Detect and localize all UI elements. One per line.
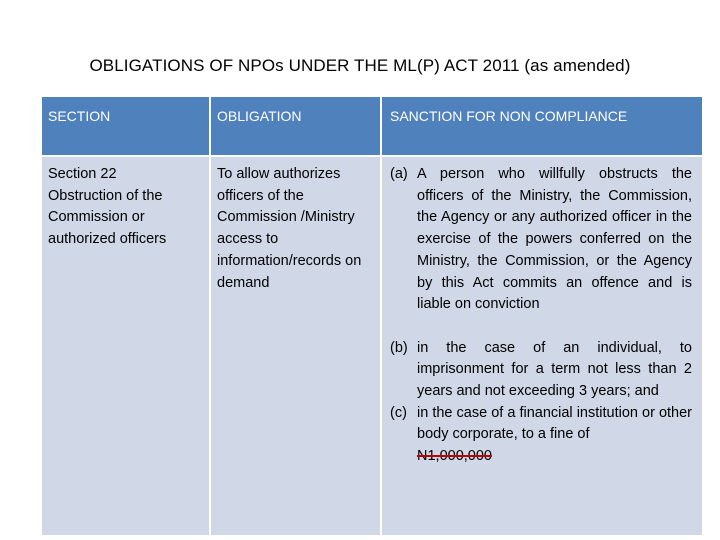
sanction-text: in the case of an individual, to imprisonment for a term not less than 2 years and not exceeding 3 years; and <box>417 339 692 400</box>
struck-fine-amount: N1,000,000 <box>417 448 492 465</box>
header-section: SECTION <box>48 108 111 124</box>
sanction-text: in the case of a financial institution or other body corporate, to a fine of <box>417 404 692 443</box>
sanction-label: (c) <box>390 404 407 421</box>
sanction-label: (b) <box>390 339 408 356</box>
sanction-item-c <box>390 403 696 468</box>
column-divider <box>209 97 211 535</box>
section-cell <box>48 164 208 251</box>
table-header <box>42 97 702 157</box>
section-title: Section 22 <box>48 166 117 182</box>
header-sanction: SANCTION FOR NON COMPLIANCE <box>390 108 628 124</box>
obligation-cell: To allow authorizes officers of the Commission /Ministry access to information/records on demand <box>217 166 362 291</box>
sanction-cell <box>390 164 696 468</box>
page-title: OBLIGATIONS OF NPOs UNDER THE ML(P) ACT 2011 (as amended) <box>89 56 631 75</box>
sanction-item-a <box>390 164 696 316</box>
header-obligation: OBLIGATION <box>217 108 302 124</box>
column-divider <box>380 97 382 535</box>
sanction-text-c <box>417 403 692 468</box>
section-description: Obstruction of the Commission or authorized officers <box>48 187 167 248</box>
sanction-item-b <box>390 338 696 403</box>
sanction-text: A person who willfully obstructs the officers of the Ministry, the Commission, the Agency or any authorized officer in the exercise of the powers conferred on the Ministry, the Commission, or the Agency by this Act commits an offence and is liable on conviction <box>417 166 692 313</box>
obligations-table <box>42 97 702 535</box>
sanction-label: (a) <box>390 166 408 182</box>
